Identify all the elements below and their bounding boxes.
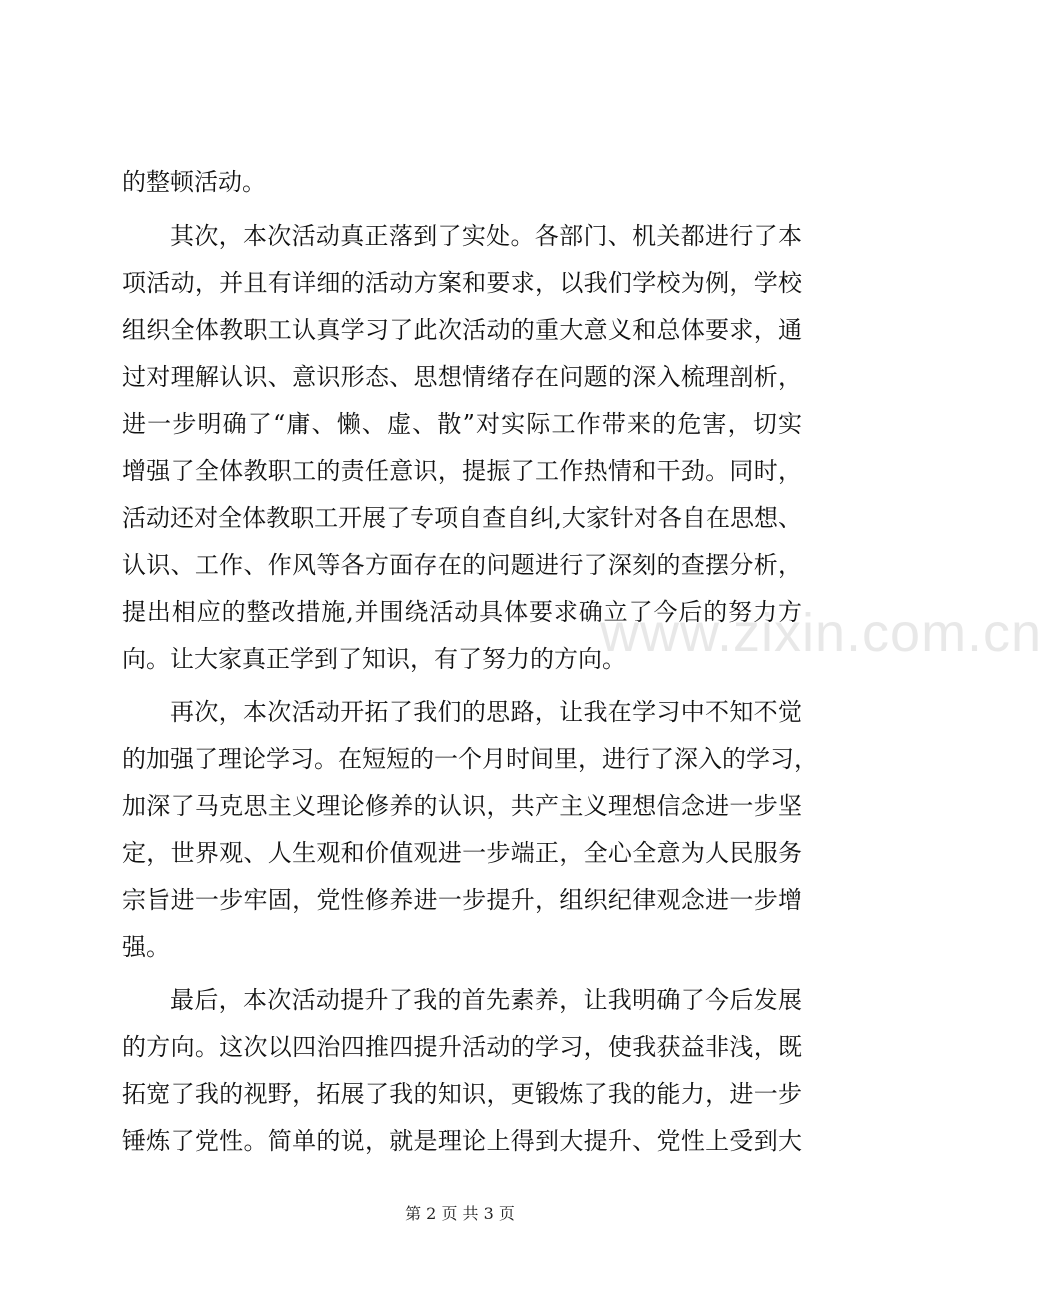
text-line: 的方向。这次以四治四推四提升活动的学习，使我获益非浅，既: [122, 1033, 802, 1061]
text-line: 强。: [122, 933, 170, 961]
text-line: 的整顿活动。: [122, 168, 266, 196]
text-line: 增强了全体教职工的责任意识，提振了工作热情和干劲。同时，: [122, 457, 802, 485]
text-line: 进一步明确了“庸、懒、虚、散”对实际工作带来的危害，切实: [122, 410, 802, 438]
text-line: 锤炼了党性。简单的说，就是理论上得到大提升、党性上受到大: [122, 1127, 802, 1155]
text-line: 活动还对全体教职工开展了专项自查自纠,大家针对各自在思想、: [122, 504, 802, 532]
page-footer: 第 2 页 共 3 页: [405, 1204, 515, 1223]
paragraph-first-line: 其次，本次活动真正落到了实处。各部门、机关都进行了本: [170, 222, 802, 250]
text-line: 拓宽了我的视野，拓展了我的知识，更锻炼了我的能力，进一步: [122, 1080, 802, 1108]
text-line: 定，世界观、人生观和价值观进一步端正，全心全意为人民服务: [122, 839, 802, 867]
text-line: 提出相应的整改措施,并围绕活动具体要求确立了今后的努力方: [122, 598, 802, 626]
text-line: 向。让大家真正学到了知识，有了努力的方向。: [122, 645, 626, 673]
text-line: 项活动，并且有详细的活动方案和要求，以我们学校为例，学校: [122, 269, 802, 297]
paragraph-first-line: 再次，本次活动开拓了我们的思路，让我在学习中不知不觉: [170, 698, 802, 726]
text-line: 组织全体教职工认真学习了此次活动的重大意义和总体要求，通: [122, 316, 802, 344]
text-line: 认识、工作、作风等各方面存在的问题进行了深刻的查摆分析，: [122, 551, 802, 579]
text-line: 加深了马克思主义理论修养的认识，共产主义理想信念进一步坚: [122, 792, 802, 820]
watermark: www.zixin.com.cn: [600, 603, 1042, 663]
text-line: 的加强了理论学习。在短短的一个月时间里，进行了深入的学习，: [122, 745, 818, 773]
text-line: 过对理解认识、意识形态、思想情绪存在问题的深入梳理剖析，: [122, 363, 802, 391]
text-line: 宗旨进一步牢固，党性修养进一步提升，组织纪律观念进一步增: [122, 886, 802, 914]
paragraph-first-line: 最后，本次活动提升了我的首先素养，让我明确了今后发展: [170, 986, 802, 1014]
